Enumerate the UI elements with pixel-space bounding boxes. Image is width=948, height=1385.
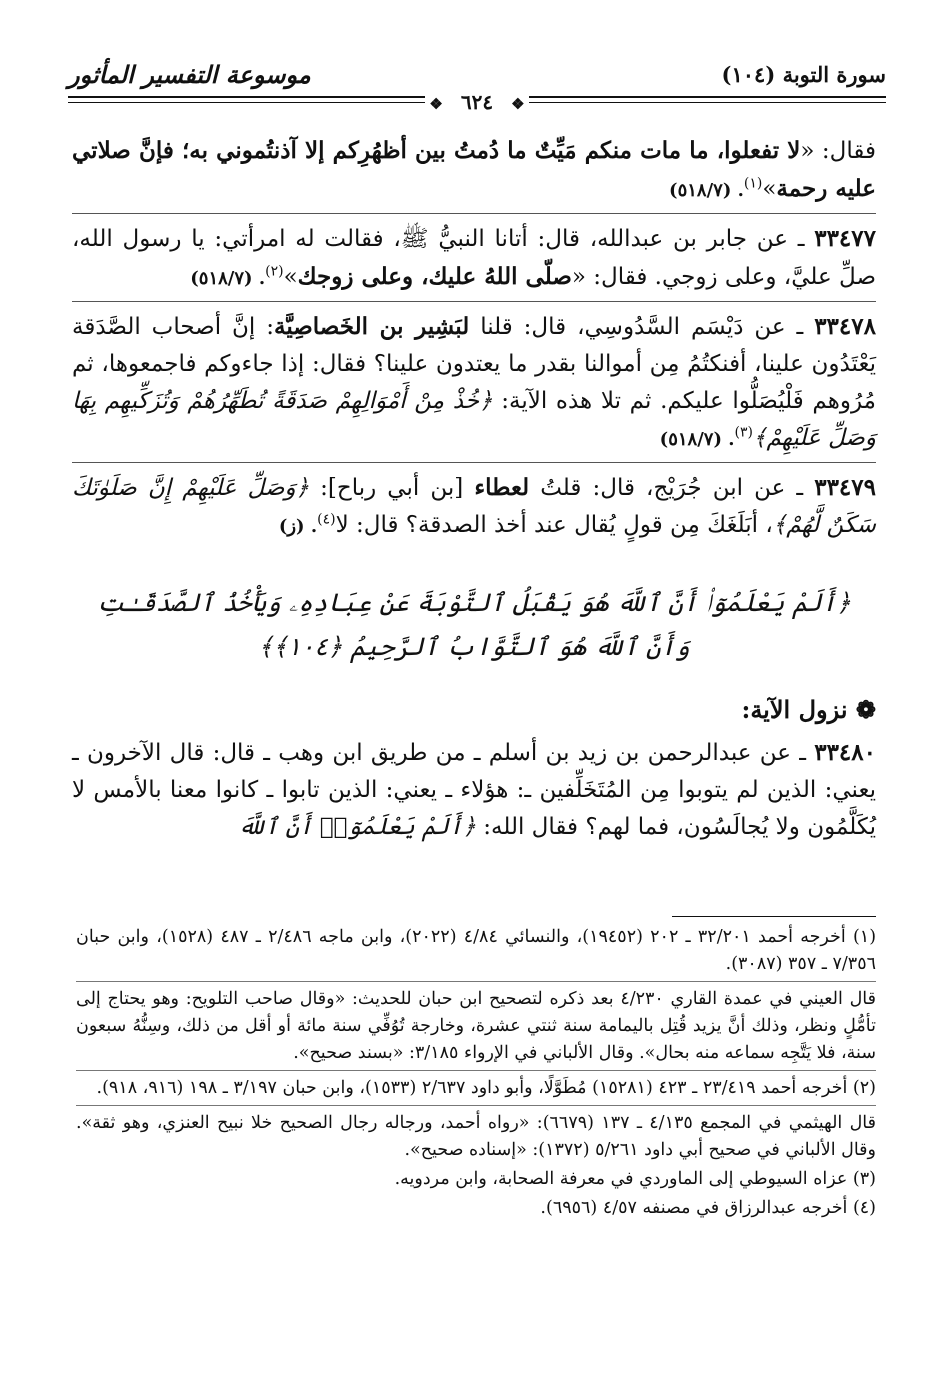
hadith-quote: لا تفعلوا، ما مات منكم مَيِّتٌ ما دُمتُ بين أظهُرِكم إلا آذنتُموني به؛ فإنَّ صلاتي عليه رحمة — [72, 137, 876, 202]
footnotes — [76, 924, 876, 1224]
footnote-ref[interactable]: (٤) — [317, 511, 336, 528]
text: ، أبَلَغَكَ مِن قولٍ يُقال عند أخذ الصدقة؟ قال: لا — [335, 512, 773, 538]
quran-quote: ﴿أَلَمْ يَعْلَمُوٓا۟ أَنَّ ٱللَّهَ — [237, 814, 476, 840]
text: فقال: « — [800, 138, 876, 164]
divider — [72, 462, 876, 463]
footnote-ref[interactable]: (٣) — [734, 424, 753, 441]
divider — [76, 981, 876, 982]
footnote-ref[interactable]: (٢) — [265, 263, 284, 280]
text: ـ عن جابر بن عبدالله، قال: أتانا النبيُّ ﷺ، فقالت له امرأتي: يا رسول الله، صلِّ عليَّ، وعلى زوجي. فقال: « — [72, 226, 876, 290]
page-number-row — [68, 90, 886, 114]
volume-ref: . (٥١٨/٧) — [669, 180, 744, 201]
text: ـ عن دَيْسَم السَّدُوسِي، قال: قلنا — [469, 314, 815, 340]
verse-line-1: ﴿أَلَمْ يَعْلَمُوٓا۟ أَنَّ ٱللَّهَ هُوَ يَقْبَلُ ٱلتَّوْبَةَ عَنْ عِبَادِهِۦ وَيَأْخُذُ ٱلصَّدَقَـٰتِ — [97, 588, 851, 617]
footnote-separator — [672, 916, 876, 917]
section-title: نزول الآية: — [741, 695, 848, 724]
text: » — [762, 176, 777, 202]
hadith-entry — [72, 220, 876, 297]
footnote-2: (٢) أخرجه أحمد ٢٣/٤١٩ ـ ٤٢٣ (١٥٢٨١) مُطَوَّلًا، وأبو داود ٢/٦٣٧ (١٥٣٣)، وابن حبان ٣/١٩٧ ـ ١٩٨ (٩١٦، ٩١٨). — [96, 1078, 876, 1098]
hadith-number: ٣٣٤٧٩ — [814, 474, 876, 501]
flower-ornament-icon: ❁ — [855, 695, 876, 724]
ornament-left-icon: ❖ — [507, 95, 528, 113]
footnote-2-comment: قال الهيثمي في المجمع ٤/١٣٥ ـ ١٣٧ (٦٦٧٩): «رواه أحمد، ورجاله رجال الصحيح خلا نبيح العنزي، وهو ثقة». وقال الألباني في صحيح أبي داود ٥/٢٦١ (١٣٧٢): «إسناده صحيح». — [76, 1113, 876, 1160]
footnote-1: (١) أخرجه أحمد ٣٢/٢٠١ ـ ٢٠٢ (١٩٤٥٢)، والنسائي ٤/٨٤ (٢٠٢٢)، وابن ماجه ٢/٤٨٦ ـ ٤٨٧ (١٥٢٨)، وابن حبان ٧/٣٥٦ ـ ٣٥٧ (٣٠٨٧). — [76, 927, 877, 974]
hadith-number: ٣٣٤٨٠ — [814, 739, 876, 766]
paragraph-continuation — [72, 132, 876, 209]
narrator-name: لبَشِير بن الخَصاصِيَّة — [274, 313, 470, 340]
volume-ref: . (ز) — [278, 516, 318, 537]
ornament-right-icon: ❖ — [425, 95, 446, 113]
text: ـ عن ابن جُرَيْج، قال: قلتُ — [529, 475, 815, 501]
book-title: موسوعة التفسير المأثور — [68, 60, 311, 89]
quran-quote: ﴿خُذْ مِنْ أَمْوَالِهِمْ صَدَقَةً تُطَهِّرُهُمْ وَتُزَكِّيهِم بِهَا وَصَلِّ عَلَيْهِمْ﴾ — [72, 388, 876, 451]
divider — [76, 1105, 876, 1106]
hadith-number: ٣٣٤٧٧ — [814, 225, 876, 252]
page-number: ٦٢٤ — [447, 90, 507, 114]
hadith-number: ٣٣٤٧٨ — [814, 313, 876, 340]
footnote-4: (٤) أخرجه عبدالرزاق في مصنفه ٤/٥٧ (٦٩٥٦). — [540, 1198, 876, 1218]
verse-line-2: وَأَنَّ ٱللَّهَ هُوَ ٱلتَّوَّابُ ٱلرَّحِيمُ ﴿١٠٤﴾﴾ — [258, 632, 690, 661]
verse-block — [72, 581, 876, 669]
text: : إنَّ أصحاب الصَّدَقة يَعْتَدُون علينا، أفنكتُمُ مِن أموالنا بقدر ما يعتدون علينا؟ فقال: إذا جاءوكم فاجمعوها، ثم مُرُوهم فَلْيُصَلُّوا عليكم. ثم تلا هذه الآية: — [72, 314, 876, 414]
volume-ref: . (٥١٨/٧) — [659, 429, 735, 450]
text: [بن أبي رباح]: — [309, 475, 475, 501]
hadith-entry — [72, 308, 876, 458]
quran-quote: ﴿وَصَلِّ عَلَيْهِمْ إِنَّ صَلَوٰتَكَ سَكَنٌ لَّهُمْ﴾ — [72, 475, 876, 538]
divider — [72, 213, 876, 214]
section-heading — [72, 691, 876, 728]
main-text — [72, 132, 876, 850]
hadith-entry — [72, 469, 876, 545]
footnote-ref[interactable]: (١) — [743, 175, 763, 192]
page-header — [68, 56, 886, 124]
hadith-quote: صلّى اللهُ عليك، وعلى زوجك — [297, 263, 572, 290]
divider — [72, 301, 876, 302]
footnote-3: (٣) عزاه السيوطي إلى الماوردي في معرفة الصحابة، وابن مردويه. — [394, 1169, 876, 1189]
volume-ref: . (٥١٨/٧) — [190, 268, 266, 289]
hadith-entry — [72, 734, 876, 846]
footnote-1-comment: قال العيني في عمدة القاري ٤/٢٣٠ بعد ذكره لتصحيح ابن حبان للحديث: «وقال صاحب التلويح: وهو يحتاج إلى تأمُّلٍ ونظر، وذلك أنَّ يزيد قُتِل باليمامة سنة ثنتي عشرة، وخارجة تُوُفِّي سنة مائة أو أقل من ذلك، وسِنُّهُ سبعون سنة، فلا يَتَّجِه سماعه منه بحال». وقال الألباني في الإرواء ٣/١٨٥: «بسند صحيح». — [76, 989, 877, 1063]
text: ـ عن عبدالرحمن بن زيد بن أسلم ـ من طريق ابن وهب ـ قال: قال الآخرون ـ يعني: الذين لم يتوبوا مِن المُتَخَلِّفين ـ: هؤلاء ـ يعني: الذين تابوا ـ كانوا معنا بالأمس لا يُكَلَّمُون ولا يُجالَسُون، فما لهم؟ فقال الله: — [72, 740, 876, 840]
text: » — [283, 264, 298, 290]
narrator-name: لعطاء — [474, 474, 530, 501]
surah-title: سورة التوبة (١٠٤) — [721, 62, 886, 87]
divider — [76, 1070, 876, 1071]
